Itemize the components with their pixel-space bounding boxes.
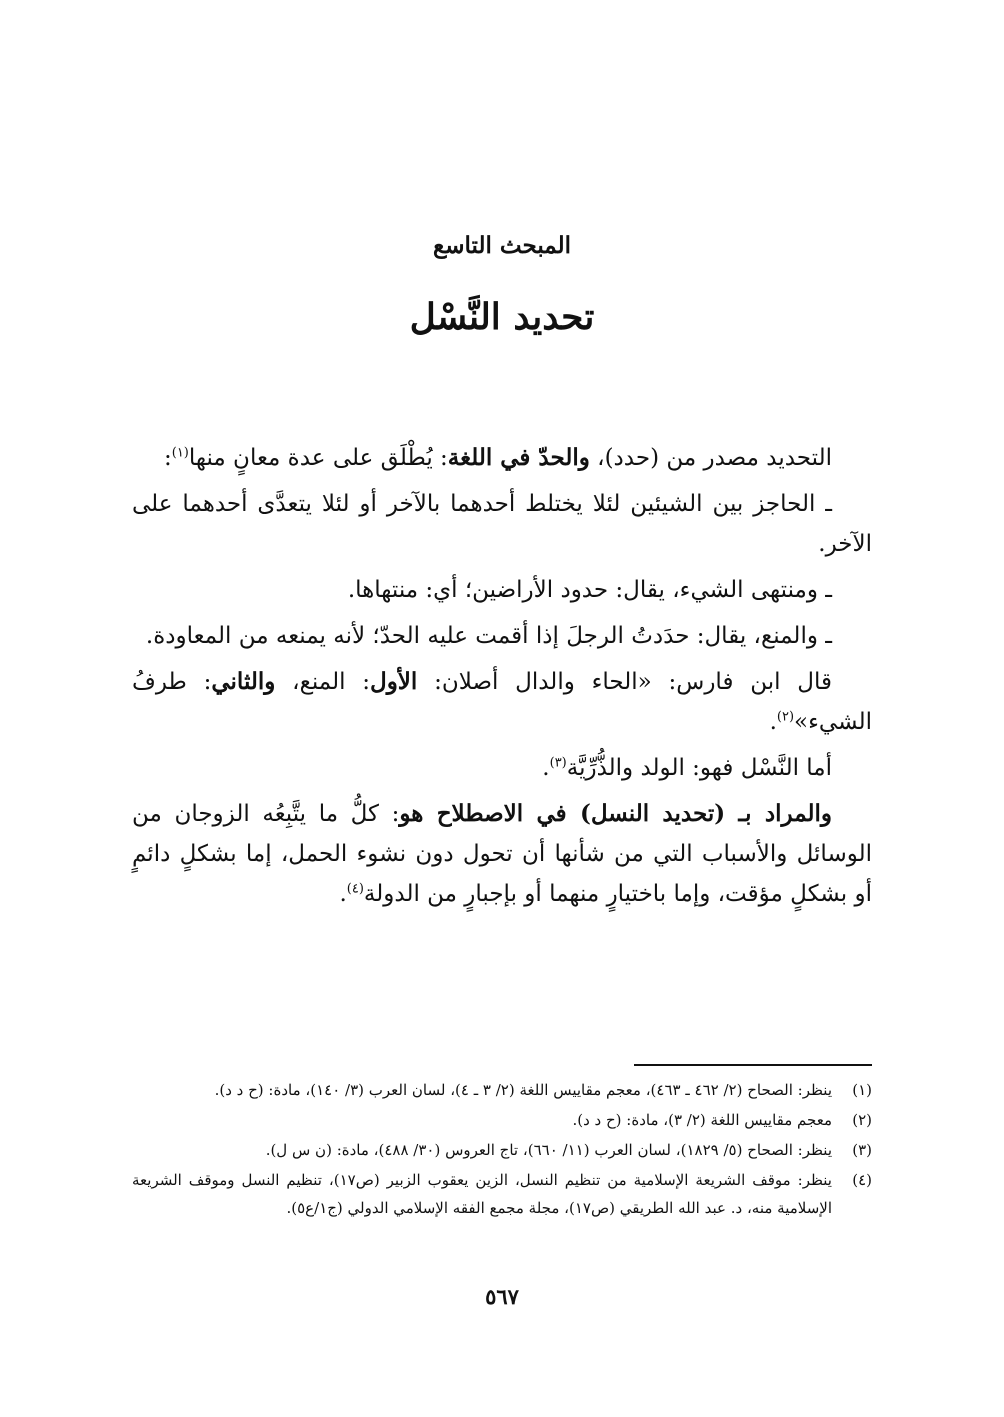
text-run: قال ابن فارس: «الحاء والدال أصلان:	[417, 669, 832, 695]
footnote-number: (٤)	[852, 1171, 872, 1189]
footnote-item	[132, 1136, 872, 1164]
footnote-item	[132, 1076, 872, 1104]
text-run: .	[542, 755, 550, 781]
footnote-number: (٢)	[852, 1111, 872, 1129]
text-run: : كلُّ ما يتَّبِعُه الزوجان من الوسائل والأسباب التي من شأنها أن تحول دون نشوء الحمل، إما بشكلٍ دائمٍ أو بشكلٍ مؤقت، وإما باختيارٍ منهما أو بإجبارٍ من الدولة	[132, 801, 872, 907]
text-run: :	[163, 445, 172, 471]
paragraph-technical-definition	[132, 794, 872, 914]
footnote-item	[132, 1106, 872, 1134]
bold-term: الأول	[369, 668, 418, 695]
footnote-text: ينظر: الصحاح (٢/ ٤٦٢ ـ ٤٦٣)، معجم مقاييس اللغة (٢/ ٣ ـ ٤)، لسان العرب (٣/ ١٤٠)، مادة: (ح د د).	[214, 1081, 832, 1099]
bold-term: والثاني	[211, 668, 276, 695]
text-run: : طرفُ الشيء»	[132, 669, 872, 735]
footnote-text: ينظر: موقف الشريعة الإسلامية من تنظيم النسل، الزين يعقوب الزبير (ص١٧)، تنظيم النسل وموقف الشريعة الإسلامية منه، د. عبد الله الطريقي (ص١٧)، مجلة مجمع الفقه الإسلامي الدولي (ج١/ع٥).	[132, 1171, 832, 1217]
text-run: التحديد مصدر من (حدد)،	[589, 445, 832, 471]
footnote-text: معجم مقاييس اللغة (٢/ ٣)، مادة: (ح د د).	[572, 1111, 832, 1129]
footnote-ref[interactable]: (١)	[171, 445, 189, 461]
footnotes	[132, 1076, 872, 1224]
paragraph-ibn-faris-quote	[132, 662, 872, 742]
footnote-number: (١)	[852, 1081, 872, 1099]
footnote-number: (٣)	[852, 1141, 872, 1159]
footnote-divider	[634, 1064, 872, 1066]
page-title: تحديد النَّسْل	[409, 296, 595, 338]
text-run: : المنع،	[275, 669, 370, 695]
section-label: المبحث التاسع	[433, 232, 571, 259]
bold-term: والمراد بـ (تحديد النسل) في الاصطلاح هو	[399, 800, 832, 827]
body-text	[132, 438, 872, 920]
text-run: أما النَّسْل فهو: الولد والذُّرِّيَّة	[566, 755, 832, 781]
page-number: ٥٦٧	[485, 1284, 519, 1309]
text-run: : يُطْلَق على عدة معانٍ منها	[188, 445, 448, 471]
footnote-ref[interactable]: (٤)	[346, 881, 364, 897]
footnote-item	[132, 1166, 872, 1222]
paragraph-meaning-barrier: ـ الحاجز بين الشيئين لئلا يختلط أحدهما بالآخر أو لئلا يتعدَّى أحدهما على الآخر.	[132, 491, 872, 557]
text-run: .	[339, 881, 347, 907]
text-run: .	[769, 709, 777, 735]
paragraph-meaning-limit: ـ ومنتهى الشيء، يقال: حدود الأراضين؛ أي: منتهاها.	[347, 577, 832, 603]
paragraph-nasl-definition	[132, 748, 872, 788]
footnote-ref[interactable]: (٣)	[549, 755, 567, 771]
paragraph-definition-language	[132, 438, 872, 478]
paragraph-meaning-prevention: ـ والمنع، يقال: حدَدتُ الرجلَ إذا أقمت عليه الحدّ؛ لأنه يمنعه من المعاودة.	[145, 623, 832, 649]
footnote-text: ينظر: الصحاح (٥/ ١٨٢٩)، لسان العرب (١١/ ٦٦٠)، تاج العروس (٣٠/ ٤٨٨)، مادة: (ن س ل).	[265, 1141, 832, 1159]
footnote-ref[interactable]: (٢)	[776, 709, 795, 725]
bold-term: والحدّ في اللغة	[447, 444, 590, 471]
